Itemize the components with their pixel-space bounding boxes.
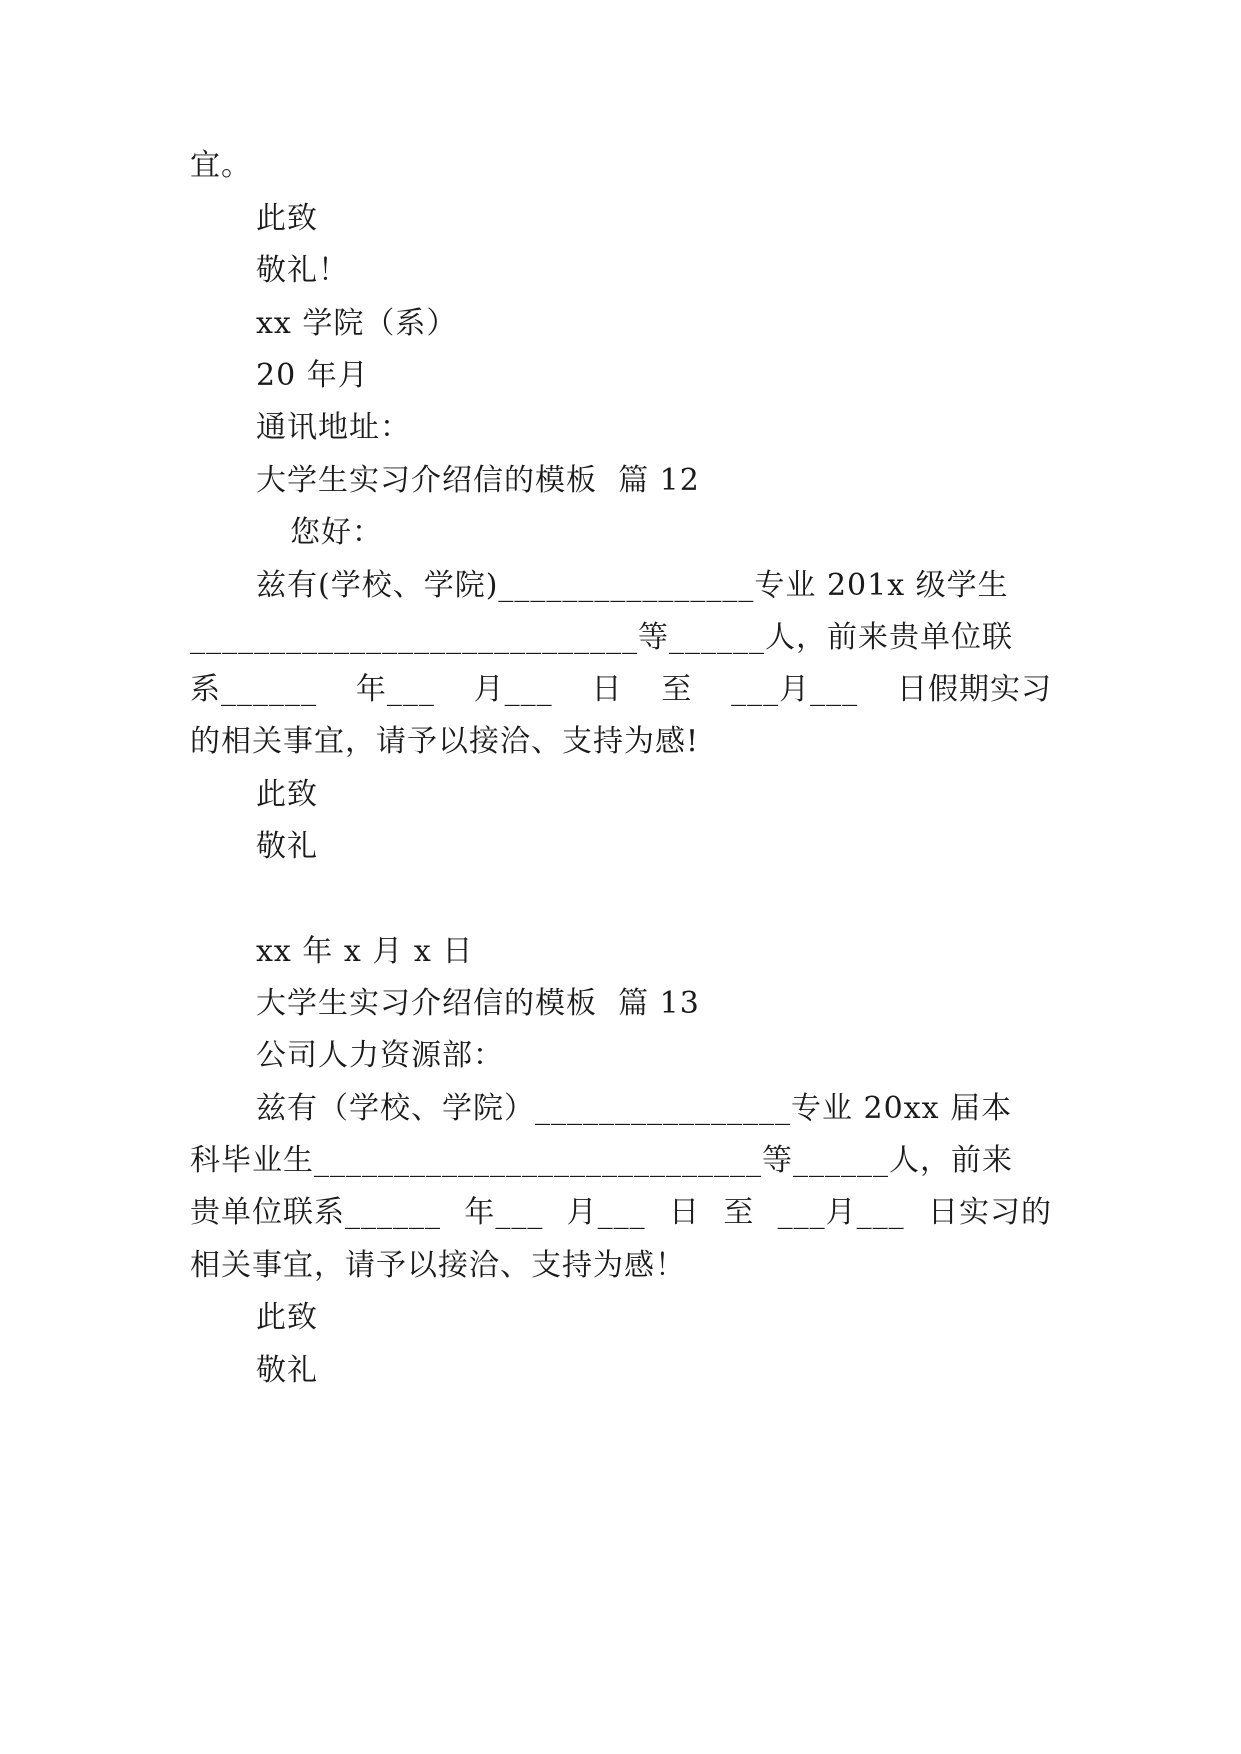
body-segment: 月___ bbox=[473, 672, 553, 707]
body-line bbox=[190, 1193, 1052, 1233]
body-segment: 兹有(学校、学院)________________专业 201x 级学生 bbox=[256, 568, 1009, 603]
body-segment: ___月___ bbox=[731, 672, 859, 707]
closing-salutation: 此致 bbox=[256, 1300, 318, 1335]
greeting: 您好： bbox=[290, 515, 383, 550]
body-segment: 科毕业生____________________________等______人，前来 bbox=[190, 1143, 1013, 1178]
body-line: 相关事宜，请予以接洽、支持为感！ bbox=[190, 1248, 686, 1283]
body-segment: ___月___ bbox=[777, 1195, 905, 1230]
body-segment: 兹有（学校、学院）________________专业 20xx 届本 bbox=[256, 1091, 1013, 1126]
body-segment: 日实习的 bbox=[927, 1195, 1052, 1230]
text-line: 宜。 bbox=[190, 148, 252, 183]
closing-salutation: 此致 bbox=[256, 777, 318, 812]
closing-salutation: 此致 bbox=[256, 201, 318, 236]
body-line bbox=[190, 670, 1052, 710]
mailing-address-label: 通讯地址： bbox=[256, 410, 411, 445]
body-segment: 至 bbox=[661, 672, 693, 707]
body-segment: 日 bbox=[591, 672, 623, 707]
body-segment: 年___ bbox=[464, 1195, 544, 1230]
body-segment: ____________________________等______人，前来贵单位联 bbox=[190, 620, 1013, 655]
closing-regards: 敬礼！ bbox=[256, 253, 349, 288]
recipient: 公司人力资源部： bbox=[256, 1038, 504, 1073]
letter-date: xx 年 x 月 x 日 bbox=[256, 934, 474, 969]
section-heading-13: 大学生实习介绍信的模板 篇 13 bbox=[256, 986, 700, 1021]
section-heading-12: 大学生实习介绍信的模板 篇 12 bbox=[256, 463, 700, 498]
body-line: 的相关事宜，请予以接洽、支持为感! bbox=[190, 724, 700, 759]
body-line bbox=[256, 1089, 1052, 1129]
body-segment: 系______ bbox=[190, 672, 317, 707]
body-segment: 日假期实习 bbox=[896, 672, 1052, 707]
closing-regards: 敬礼 bbox=[256, 829, 318, 864]
closing-regards: 敬礼 bbox=[256, 1353, 318, 1388]
body-segment: 至 bbox=[723, 1195, 755, 1230]
body-segment: 日 bbox=[668, 1195, 700, 1230]
signature-college: xx 学院（系） bbox=[256, 306, 458, 341]
signature-date: 20 年月 bbox=[256, 358, 369, 393]
body-line bbox=[190, 1141, 1052, 1181]
body-line bbox=[256, 566, 1052, 606]
body-segment: 月___ bbox=[566, 1195, 646, 1230]
body-segment: 贵单位联系______ bbox=[190, 1195, 441, 1230]
body-line bbox=[190, 618, 1052, 658]
body-segment: 年___ bbox=[355, 672, 435, 707]
